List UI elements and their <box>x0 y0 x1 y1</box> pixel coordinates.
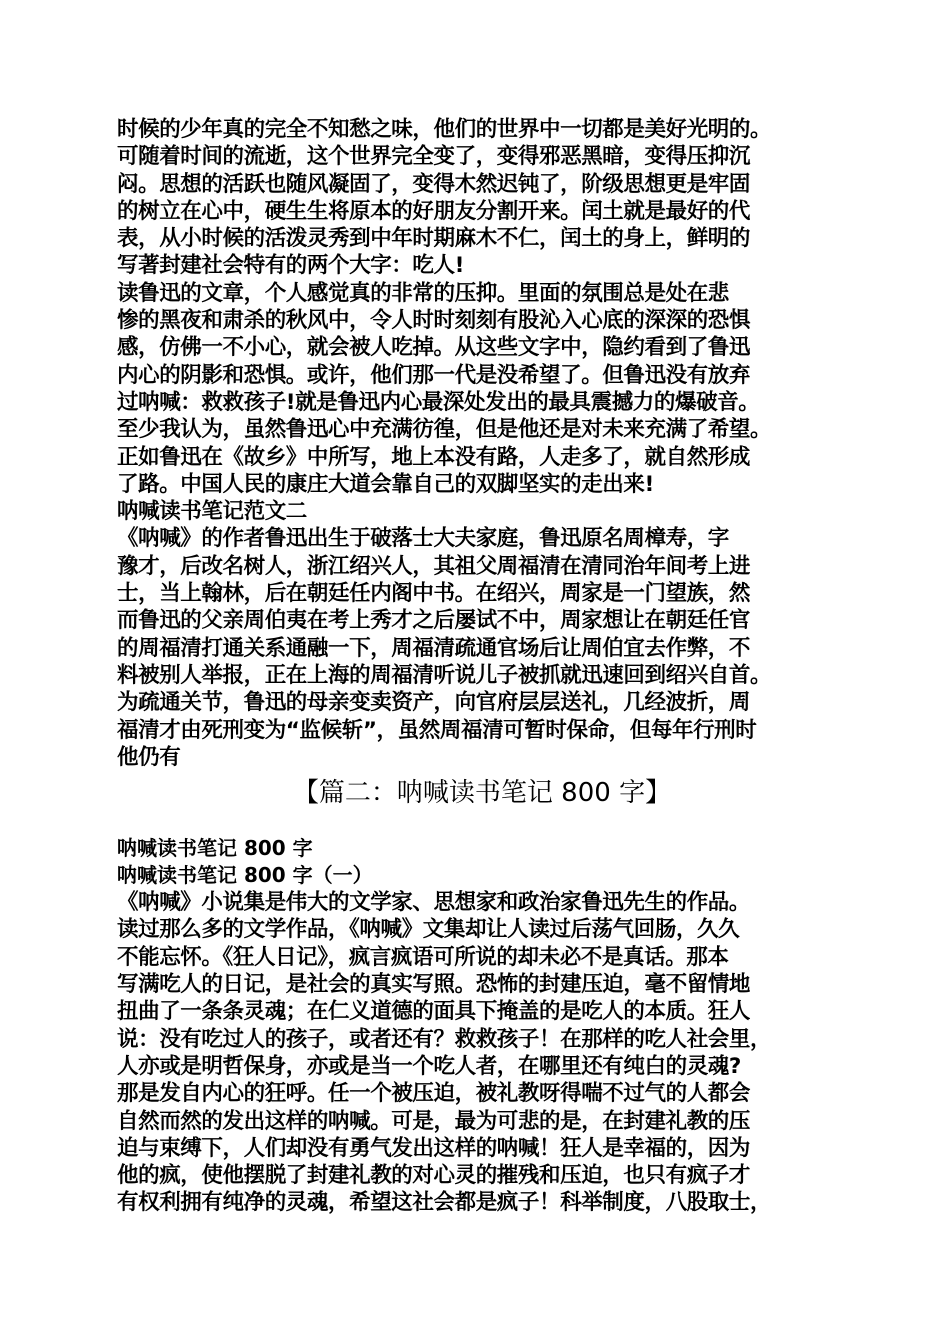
text-line: 福清才由死刑变为“监候斩”，虽然周福清可暂时保命，但每年行刑时 <box>117 717 757 743</box>
text-line: 写满吃人的日记，是社会的真实写照。恐怖的封建压迫，毫不留情地 <box>117 972 751 998</box>
text-line: 感，仿佛一不小心，就会被人吃掉。从这些文字中，隐约看到了鲁迅 <box>117 335 751 361</box>
section-title: 【篇二：呐喊读书笔记 800 字】 <box>292 778 672 809</box>
text-line: 可随着时间的流逝，这个世界完全变了，变得邪恶黑暗，变得压抑沉 <box>117 144 751 170</box>
text-line: 过呐喊：救救孩子!就是鲁迅内心最深处发出的最具震撼力的爆破音。 <box>117 389 760 415</box>
text-line: 说：没有吃过人的孩子，或者还有？救救孩子！在那样的吃人社会里， <box>117 1026 772 1052</box>
text-line: 那是发自内心的狂呼。任一个被压迫，被礼教呀得喘不过气的人都会 <box>117 1081 751 1107</box>
text-line: 扭曲了一条条灵魂；在仁义道德的面具下掩盖的是吃人的本质。狂人 <box>117 999 751 1025</box>
text-line: 内心的阴影和恐惧。或许，他们那一代是没希望了。但鲁迅没有放弃 <box>117 362 751 388</box>
text-line: 有权利拥有纯净的灵魂，希望这社会都是疯子！科举制度，八股取士， <box>117 1190 772 1216</box>
section-heading-2: 呐喊读书笔记范文二 <box>117 499 307 525</box>
document-body <box>117 116 847 1217</box>
text-line: 了路。中国人民的康庄大道会靠自己的双脚坚实的走出来! <box>117 471 654 497</box>
text-line: 写著封建社会特有的两个大字：吃人! <box>117 253 465 279</box>
text-line: 读过那么多的文学作品，《呐喊》文集却让人读过后荡气回肠，久久 <box>117 917 740 943</box>
text-line: 自然而然的发出这样的呐喊。可是，最为可悲的是，在封建礼教的压 <box>117 1108 751 1134</box>
text-line: 的树立在心中，硬生生将原本的好朋友分割开来。闰土就是最好的代 <box>117 198 751 224</box>
text-line: 时候的少年真的完全不知愁之味，他们的世界中一切都是美好光明的。 <box>117 117 772 142</box>
paragraph-block2 <box>117 280 847 498</box>
subheading-2: 呐喊读书笔记 800 字（一） <box>117 863 373 888</box>
text-line: 闷。思想的活跃也随风凝固了，变得木然迟钝了，阶级思想更是牢固 <box>117 171 751 197</box>
text-line: 料被别人举报，正在上海的周福清听说儿子被抓就迅速回到绍兴自首。 <box>117 662 772 688</box>
paragraph-block3 <box>117 525 847 771</box>
text-line: 他的疯，使他摆脱了封建礼教的对心灵的摧残和压迫，也只有疯子才 <box>117 1163 751 1189</box>
text-line: 人亦或是明哲保身，亦或是当一个吃人者，在哪里还有纯白的灵魂? <box>117 1053 741 1079</box>
text-line: 正如鲁迅在《故乡》中所写，地上本没有路，人走多了，就自然形成 <box>117 444 751 470</box>
text-line: 惨的黑夜和肃杀的秋风中，令人时时刻刻有股沁入心底的深深的恐惧 <box>117 308 751 334</box>
paragraph-block4 <box>117 889 847 1217</box>
text-line: 《呐喊》小说集是伟大的文学家、思想家和政治家鲁迅先生的作品。 <box>117 890 751 916</box>
text-line: 士，当上翰林，后在朝廷任内阁中书。在绍兴，周家是一门望族，然 <box>117 581 751 607</box>
text-line: 他仍有 <box>117 744 181 770</box>
paragraph-block1 <box>117 116 847 280</box>
text-line: 至少我认为，虽然鲁迅心中充满彷徨，但是他还是对未来充满了希望。 <box>117 417 772 443</box>
text-line: 不能忘怀。《狂人日记》，疯言疯语可所说的却未必不是真话。那本 <box>117 944 729 970</box>
text-line: 《呐喊》的作者鲁迅出生于破落士大夫家庭，鲁迅原名周樟寿，字 <box>117 526 729 552</box>
text-line: 而鲁迅的父亲周伯夷在考上秀才之后屡试不中，周家想让在朝廷任官 <box>117 608 751 634</box>
text-line: 迫与束缚下，人们却没有勇气发出这样的呐喊！狂人是幸福的，因为 <box>117 1135 751 1161</box>
subheading-1: 呐喊读书笔记 800 字 <box>117 836 313 861</box>
text-line: 表，从小时候的活泼灵秀到中年时期麻木不仁，闰土的身上，鲜明的 <box>117 226 751 252</box>
text-line: 读鲁迅的文章，个人感觉真的非常的压抑。里面的氛围总是处在悲 <box>117 280 729 306</box>
text-line: 豫才，后改名树人，浙江绍兴人，其祖父周福清在清同治年间考上进 <box>117 553 751 579</box>
text-line: 的周福清打通关系通融一下，周福清疏通官场后让周伯宜去作弊，不 <box>117 635 751 661</box>
text-line: 为疏通关节，鲁迅的母亲变卖资产，向官府层层送礼，几经波折，周 <box>117 690 751 716</box>
